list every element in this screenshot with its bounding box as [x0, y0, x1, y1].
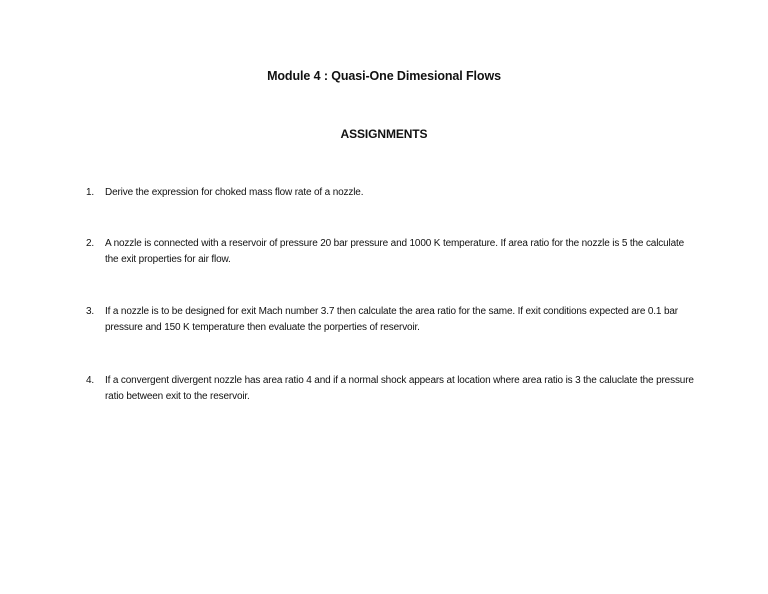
assignment-number: 3. — [86, 306, 95, 317]
assignment-number: 2. — [86, 238, 95, 249]
assignment-text: If a nozzle is to be designed for exit Mach number 3.7 then calculate the area ratio for the same. If exit conditions expected are 0.1 bar pressure and 150 K temperature then evaluate the porperties of reservoir. — [105, 306, 678, 333]
assignment-text: If a convergent divergent nozzle has area ratio 4 and if a normal shock appears at location where area ratio is 3 the caluclate the pressure ratio between exit to the reservoir. — [105, 375, 694, 402]
assignment-number: 1. — [86, 187, 95, 198]
page-title: Module 4 : Quasi-One Dimesional Flows — [267, 69, 501, 83]
assignments-heading: ASSIGNMENTS — [340, 127, 428, 141]
assignment-number: 4. — [86, 375, 95, 386]
assignment-text: A nozzle is connected with a reservoir of pressure 20 bar pressure and 1000 K temperature. If area ratio for the nozzle is 5 the calculate the exit properties for air flow. — [105, 238, 685, 265]
assignment-text: Derive the expression for choked mass flow rate of a nozzle. — [105, 187, 364, 198]
